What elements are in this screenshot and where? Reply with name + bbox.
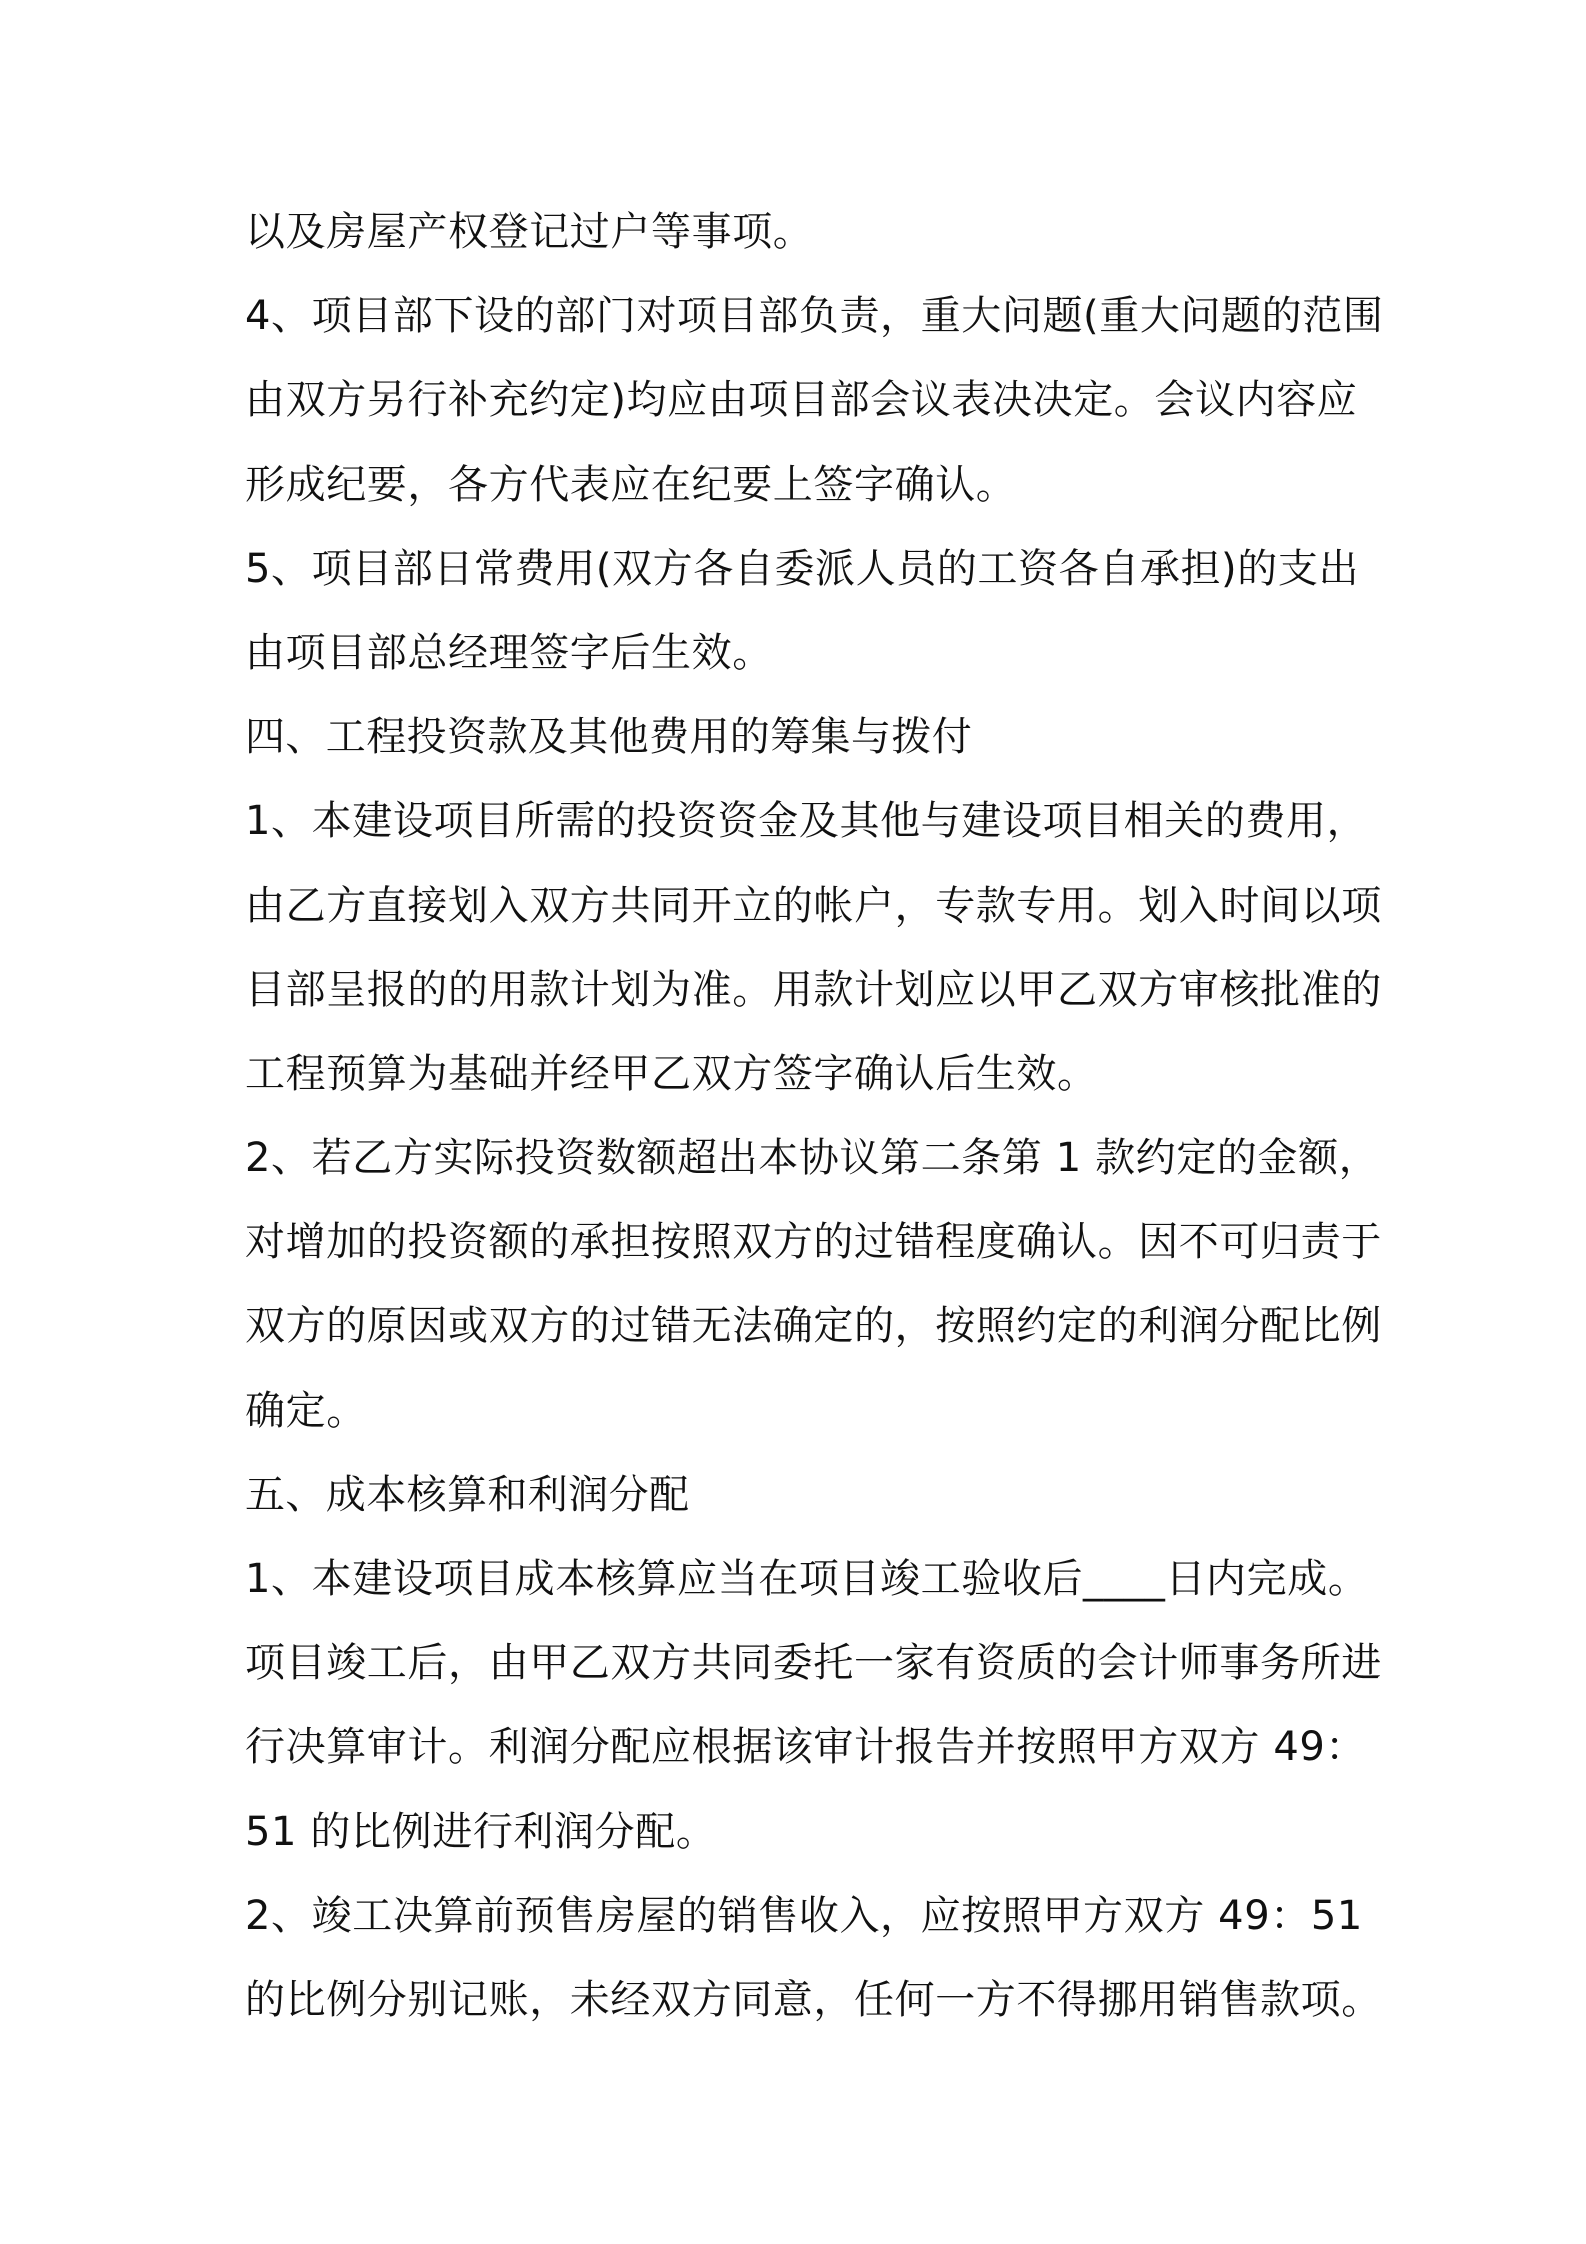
section-4-clause-1-line-1: 1、本建设项目所需的投资资金及其他与建设项目相关的费用， [245,798,1368,845]
section-5-clause-2-line-2: 的比例分别记账，未经双方同意，任何一方不得挪用销售款项。 [245,1976,1382,2023]
section-5-clause-1-line-1: 1、本建设项目成本核算应当在项目竣工验收后____日内完成。 [245,1556,1369,1602]
section-4-clause-1-line-3: 目部呈报的的用款计划为准。用款计划应以甲乙双方审核批准的 [245,966,1382,1013]
section-4-clause-2-line-4: 确定。 [245,1387,367,1434]
section-5-clause-1-line-4: 51 的比例进行利润分配。 [245,1808,717,1855]
section-5-clause-1-line-3: 行决算审计。利润分配应根据该审计报告并按照甲方双方 49： [245,1724,1367,1771]
section-5-clause-1-line-2: 项目竣工后，由甲乙双方共同委托一家有资质的会计师事务所进 [245,1640,1382,1687]
clause-4-line-2: 由双方另行补充约定)均应由项目部会议表决决定。会议内容应 [245,377,1358,424]
clause-5-line-1: 5、项目部日常费用(双方各自委派人员的工资各自承担)的支出 [245,545,1360,592]
section-4-clause-2-line-2: 对增加的投资额的承担按照双方的过错程度确认。因不可归责于 [245,1219,1382,1266]
section-5-clause-2-line-1: 2、竣工决算前预售房屋的销售收入，应按照甲方双方 49：51 [245,1892,1363,1939]
section-4-heading: 四、工程投资款及其他费用的筹集与拨付 [245,714,973,761]
section-5-heading: 五、成本核算和利润分配 [245,1471,690,1518]
document-body [245,190,1384,2042]
clause-4-line-1: 4、项目部下设的部门对项目部负责，重大问题(重大问题的范围 [245,293,1384,340]
section-4-clause-2-line-3: 双方的原因或双方的过错无法确定的，按照约定的利润分配比例 [245,1303,1382,1350]
clause-4-line-3: 形成纪要，各方代表应在纪要上签字确认。 [245,461,1017,508]
section-4-clause-2-line-1: 2、若乙方实际投资数额超出本协议第二条第 1 款约定的金额， [245,1135,1380,1182]
section-4-clause-1-line-4: 工程预算为基础并经甲乙双方签字确认后生效。 [245,1050,1098,1097]
clause-5-line-2: 由项目部总经理签字后生效。 [245,629,773,676]
section-4-clause-1-line-2: 由乙方直接划入双方共同开立的帐户，专款专用。划入时间以项 [245,882,1382,929]
body-line: 以及房屋产权登记过户等事项。 [245,209,814,255]
